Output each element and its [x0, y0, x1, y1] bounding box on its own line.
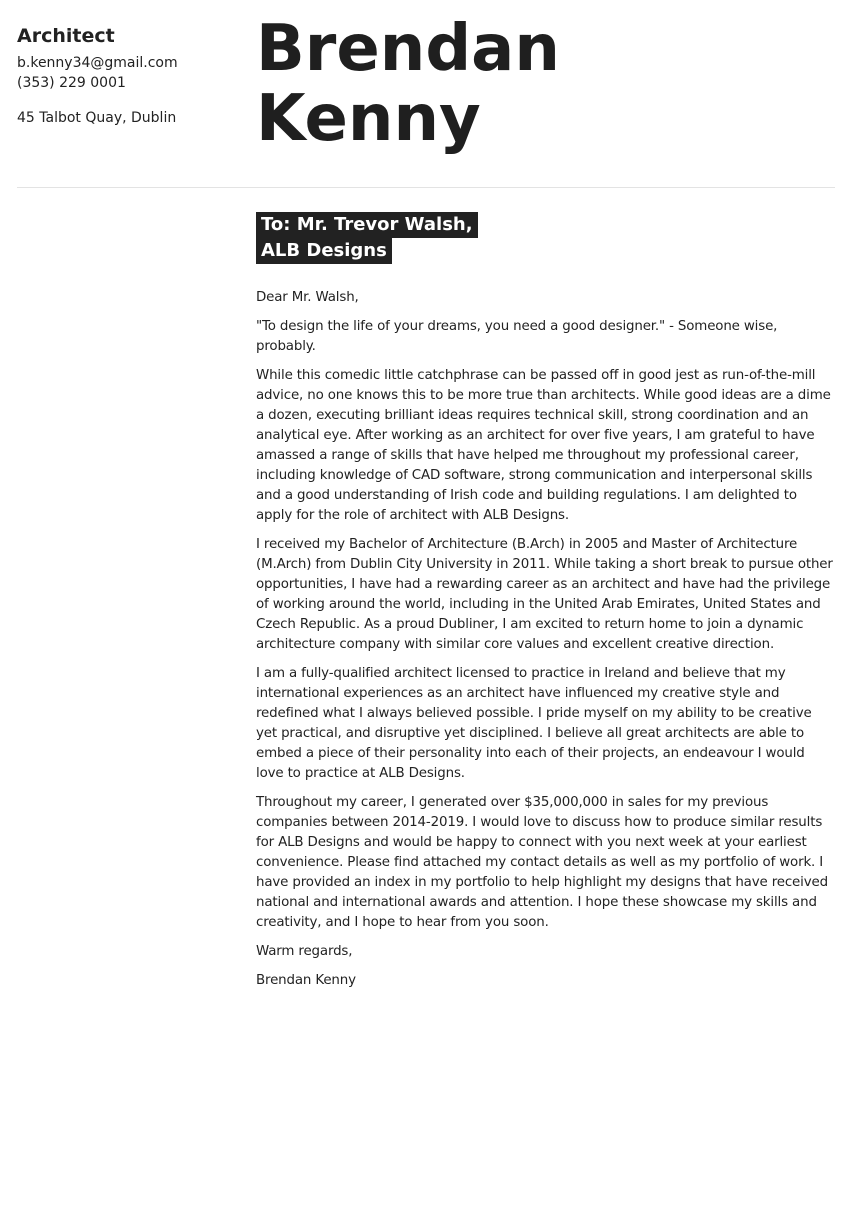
- recipient-name: To: Mr. Trevor Walsh,: [256, 212, 478, 238]
- job-title: Architect: [17, 25, 115, 47]
- paragraph-education: I received my Bachelor of Architecture (B.Arch) in 2005 and Master of Architecture (M.Arch) from Dublin City University in 2011. While taking a short break to pursue other opportunities, I have had a rewarding career as an architect and have had the privilege of working around the world, including in the United Arab Emirates, United States and Czech Republic. As a proud Dubliner, I am excited to return home to join a dynamic architecture company with similar core values and excellent creative direction.: [256, 537, 833, 652]
- recipient-company: ALB Designs: [256, 238, 392, 264]
- letter-body: [256, 212, 836, 1000]
- paragraph-quote: "To design the life of your dreams, you need a good designer." - Someone wise, probably.: [256, 319, 778, 354]
- paragraph-achievements: Throughout my career, I generated over $35,000,000 in sales for my previous companies between 2014-2019. I would love to discuss how to produce similar results for ALB Designs and would be happy to connect with you next week at your earliest convenience. Please find attached my contact details as well as my portfolio of work. I have provided an index in my portfolio to help highlight my designs that have received national and international awards and attention. I hope these showcase my skills and creativity, and I hope to hear from you soon.: [256, 795, 828, 930]
- paragraph-introduction: While this comedic little catchphrase can be passed off in good jest as run-of-the-mill advice, no one knows this to be more true than architects. While good ideas are a dime a dozen, executing brilliant ideas requires technical skill, strong coordination and an analytical eye. After working as an architect for over five years, I am grateful to have amassed a range of skills that have helped me throughout my professional career, including knowledge of CAD software, strong communication and interpersonal skills and a good understanding of Irish code and building regulations. I am delighted to apply for the role of architect with ALB Designs.: [256, 368, 831, 523]
- salutation: Dear Mr. Walsh,: [256, 290, 359, 305]
- closing: Warm regards,: [256, 944, 353, 959]
- signature: Brendan Kenny: [256, 973, 356, 988]
- email-address[interactable]: b.kenny34@gmail.com: [17, 55, 178, 71]
- last-name: Kenny: [256, 82, 481, 156]
- contact-sidebar: [17, 24, 237, 128]
- recipient-block: [256, 212, 836, 264]
- header-divider: [17, 187, 835, 188]
- paragraph-qualifications: I am a fully-qualified architect licensed to practice in Ireland and believe that my international experiences as an architect have influenced my creative style and redefined what I always believed possible. I pride myself on my ability to be creative yet practical, and disruptive yet disciplined. I believe all great architects are able to embed a piece of their personality into each of their projects, an endeavour I would love to practice at ALB Designs.: [256, 666, 812, 781]
- phone-number[interactable]: (353) 229 0001: [17, 75, 126, 91]
- first-name: Brendan: [256, 12, 560, 86]
- postal-address: 45 Talbot Quay, Dublin: [17, 110, 177, 126]
- applicant-name: [256, 14, 836, 154]
